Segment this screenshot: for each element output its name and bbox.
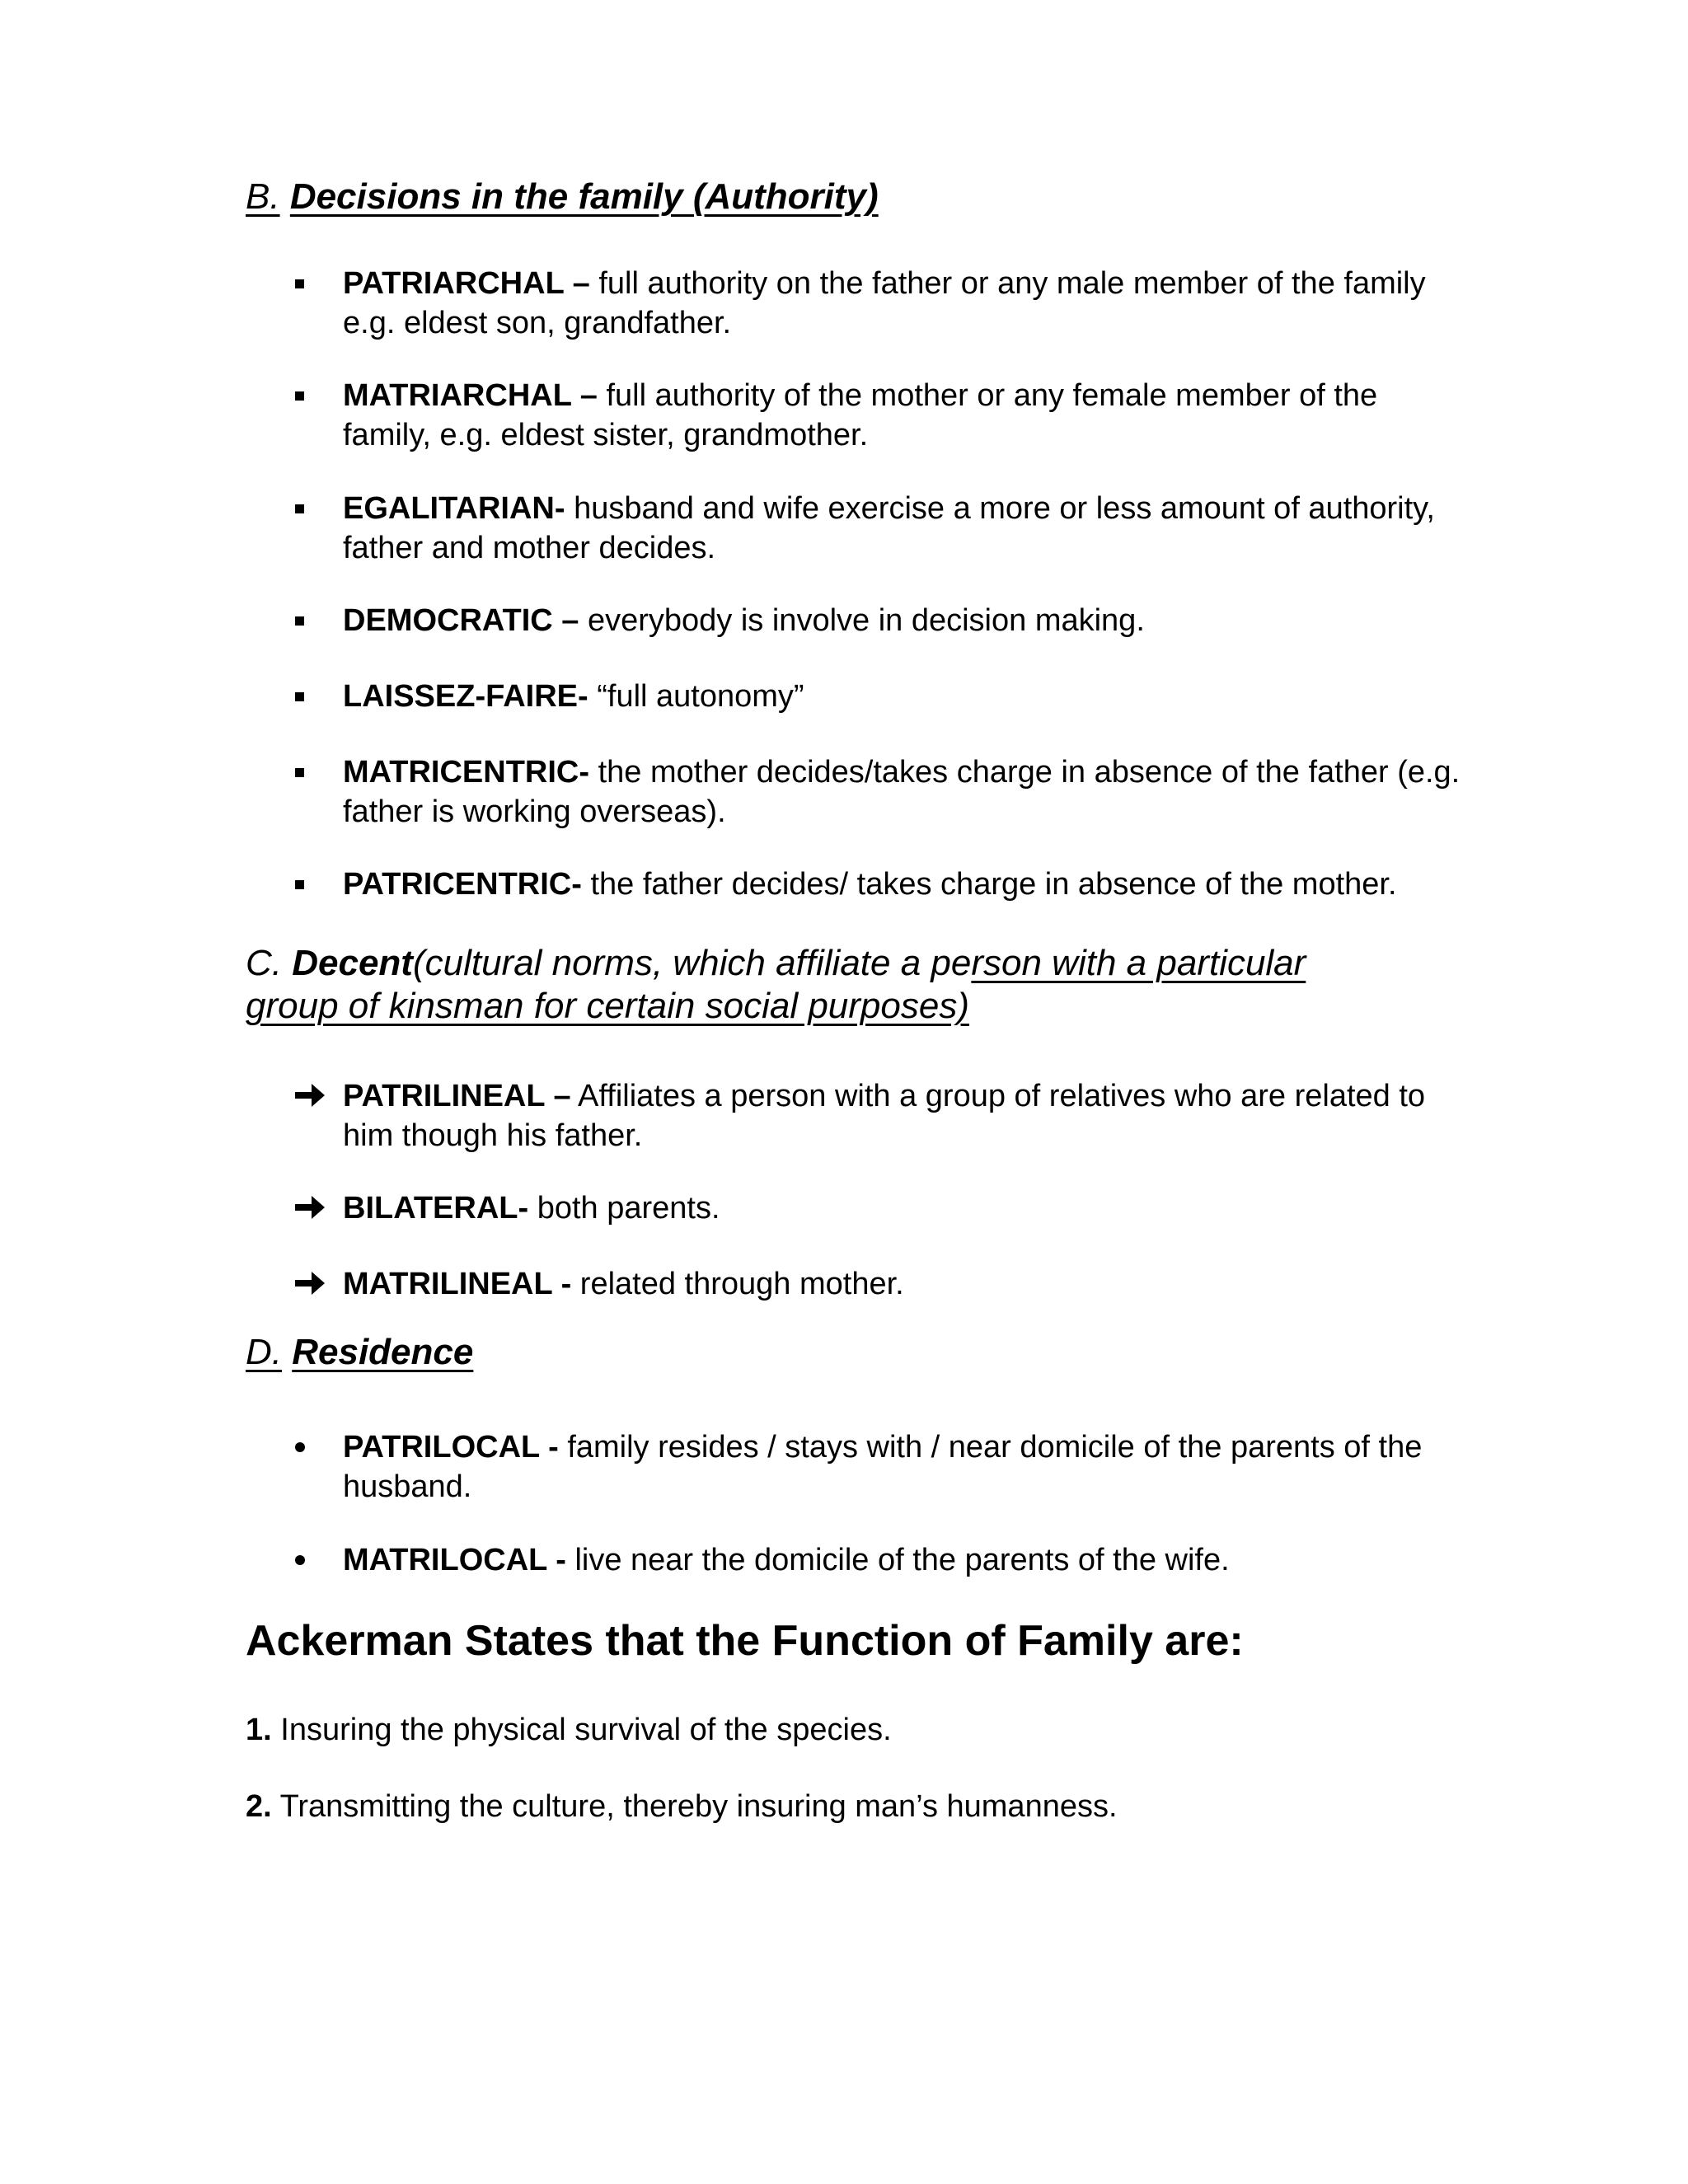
item-text: Transmitting the culture, thereby insuring man’s humanness. (279, 1789, 1118, 1824)
list-item (343, 752, 1472, 832)
section-b-name: Decisions in the family (Authority) (289, 176, 879, 217)
section-b-letter: B. (246, 176, 280, 217)
list-item (343, 1076, 1472, 1155)
item-term: PATRILINEAL – (343, 1079, 571, 1113)
section-c-description-underlined: rson with a particular (971, 943, 1306, 983)
list-item (343, 1540, 1472, 1580)
numbered-item (246, 1787, 1118, 1826)
item-text: live near the domicile of the parents of the wife. (574, 1543, 1230, 1577)
item-number: 2. (246, 1789, 272, 1824)
item-text: both parents. (537, 1191, 720, 1226)
section-d-name: Residence (292, 1332, 474, 1372)
item-text: the mother decides/takes charge in absence of the father (e.g. father is working overseas). (343, 755, 1461, 829)
item-text: full authority of the mother or any female member of the family, e.g. eldest sister, grandmother. (343, 378, 1378, 452)
item-text: everybody is involve in decision making. (587, 603, 1145, 638)
item-text: related through mother. (579, 1267, 904, 1301)
square-bullet-icon (295, 616, 304, 626)
item-text: Insuring the physical survival of the species. (280, 1713, 892, 1747)
square-bullet-icon (295, 279, 304, 288)
round-bullet-icon (295, 1555, 305, 1565)
section-c-description: (cultural norms, which affiliate a pe (412, 943, 972, 983)
list-item (343, 1427, 1472, 1507)
section-c-name: Decent (292, 943, 413, 983)
item-term: PATRIARCHAL – (343, 266, 590, 301)
square-bullet-icon (295, 504, 304, 513)
section-d-letter: D. (246, 1332, 282, 1372)
right-arrow-icon (293, 1268, 326, 1298)
square-bullet-icon (295, 692, 304, 701)
section-c-title (246, 941, 1306, 986)
item-term: PATRILOCAL - (343, 1430, 559, 1465)
item-term: PATRICENTRIC- (343, 867, 582, 902)
item-text: “full autonomy” (597, 679, 804, 714)
item-term: LAISSEZ-FAIRE- (343, 679, 588, 714)
square-bullet-icon (295, 768, 304, 777)
item-number: 1. (246, 1713, 272, 1747)
item-term: MATRILOCAL - (343, 1543, 566, 1577)
list-item (343, 677, 1472, 716)
item-term: BILATERAL- (343, 1191, 529, 1226)
item-term: MATRIARCHAL – (343, 378, 598, 413)
section-b-title (246, 175, 879, 219)
item-text: Affiliates a person with a group of relatives who are related to him though his father. (343, 1079, 1426, 1153)
item-text: husband and wife exercise a more or less amount of authority, father and mother decides. (343, 491, 1435, 565)
list-item (343, 865, 1513, 904)
right-arrow-icon (293, 1080, 326, 1110)
list-item (343, 1188, 1472, 1228)
list-item (343, 489, 1472, 568)
item-term: DEMOCRATIC – (343, 603, 579, 638)
item-text: the father decides/ takes charge in absence of the mother. (590, 867, 1397, 902)
list-item (343, 376, 1472, 455)
square-bullet-icon (295, 880, 304, 889)
list-item (343, 1264, 1472, 1304)
item-text: full authority on the father or any male member of the family e.g. eldest son, grandfather. (343, 266, 1426, 340)
item-term: EGALITARIAN- (343, 491, 565, 526)
section-d-title (246, 1330, 473, 1375)
item-text: family resides / stays with / near domicile of the parents of the husband. (343, 1430, 1423, 1504)
list-item (343, 601, 1472, 640)
ackerman-heading: Ackerman States that the Function of Family are: (246, 1617, 1244, 1665)
right-arrow-icon (293, 1193, 326, 1222)
list-item (343, 264, 1472, 343)
item-term: MATRICENTRIC- (343, 755, 590, 790)
numbered-item (246, 1710, 892, 1750)
round-bullet-icon (295, 1442, 305, 1452)
square-bullet-icon (295, 391, 304, 401)
item-term: MATRILINEAL - (343, 1267, 572, 1301)
section-c-letter: C. (246, 943, 282, 983)
section-c-description-line2: group of kinsman for certain social purposes) (246, 986, 969, 1026)
